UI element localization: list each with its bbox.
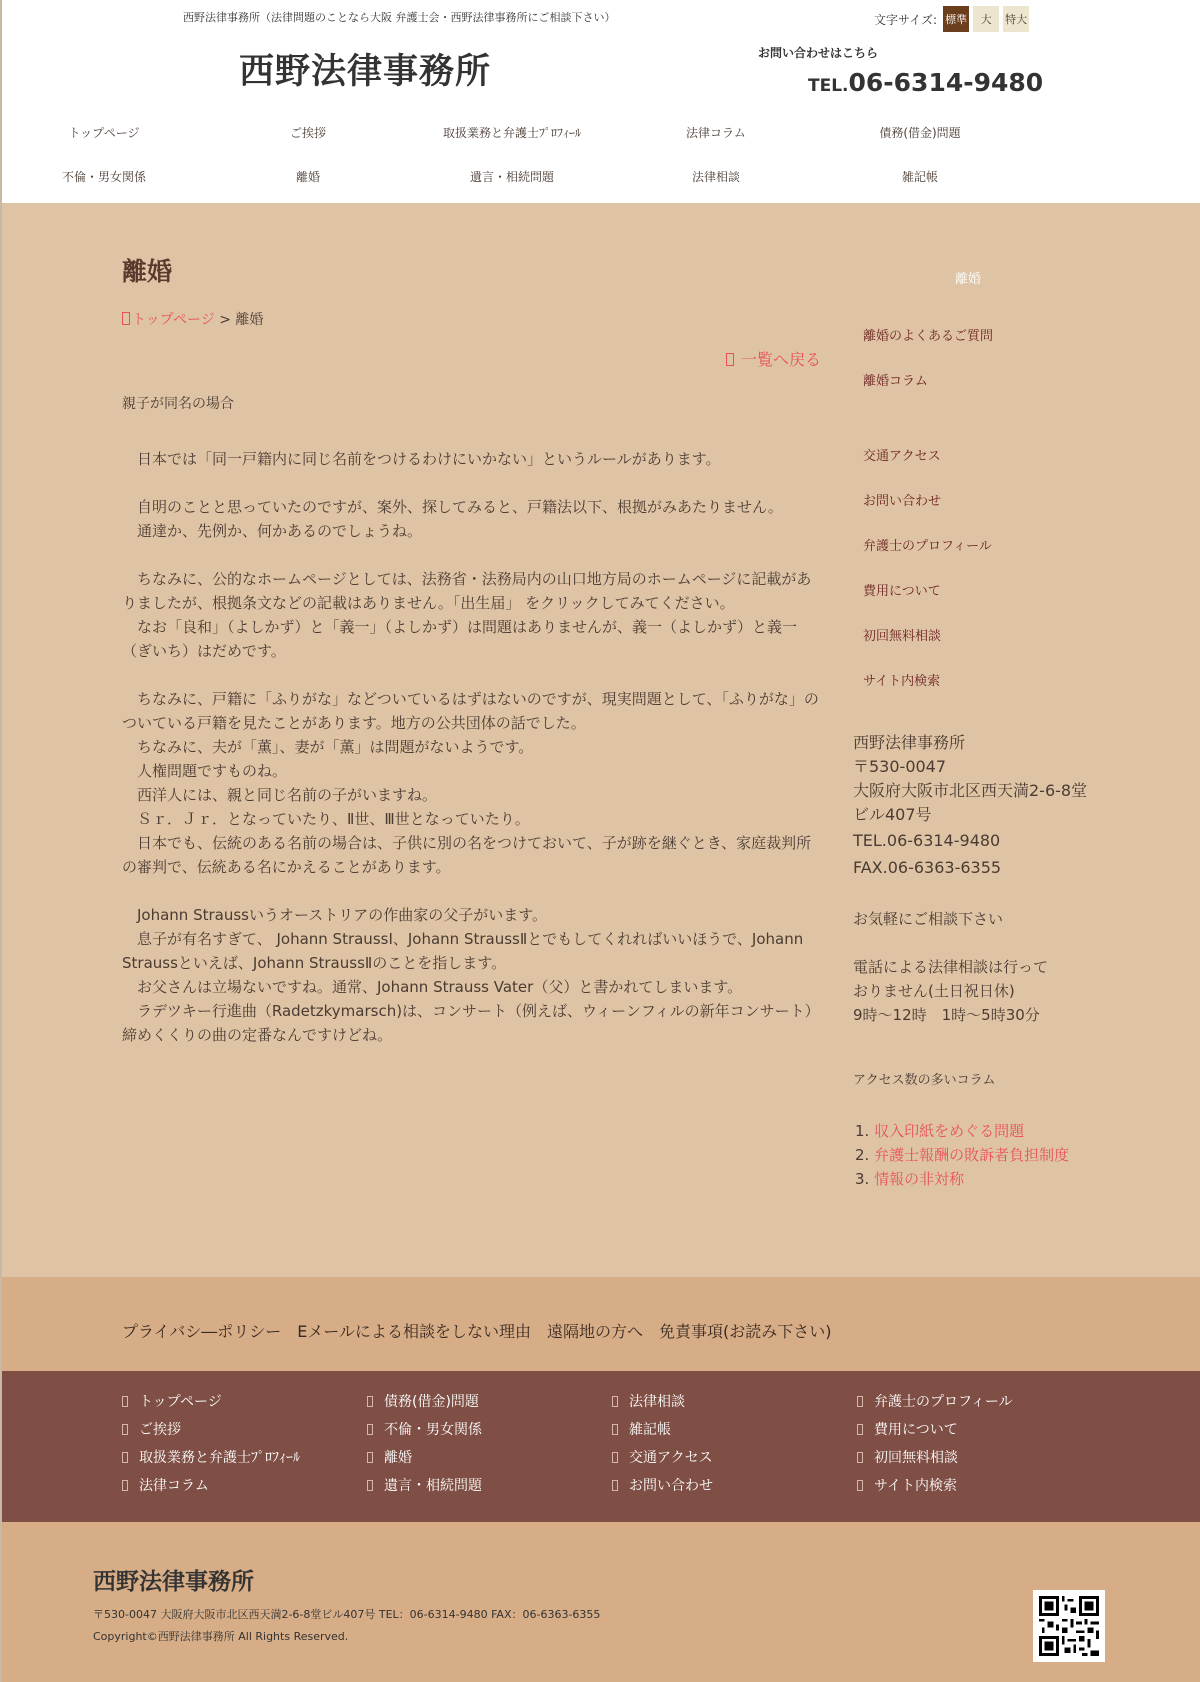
breadcrumb bbox=[122, 309, 263, 329]
popular-link-2[interactable]: 弁護士報酬の敗訴者負担制度 bbox=[874, 1146, 1070, 1164]
sidebar-link-contact[interactable]: お問い合わせ bbox=[863, 494, 942, 509]
popular-link-3[interactable]: 情報の非対称 bbox=[874, 1170, 965, 1188]
bullet-icon bbox=[367, 1396, 373, 1407]
article-paragraph: 日本でも、伝統のある名前の場合は、子供に別の名をつけておいて、子が跡を継ぐとき、家庭裁判所の審判で、伝統ある名にかえることがあります。 bbox=[122, 834, 812, 876]
sitemap-link[interactable] bbox=[612, 1420, 713, 1448]
nav-greeting[interactable]: ご挨拶 bbox=[289, 126, 326, 140]
sitemap-link[interactable] bbox=[857, 1476, 1013, 1504]
nav-divorce[interactable]: 離婚 bbox=[295, 170, 320, 184]
sitemap-label: ご挨拶 bbox=[139, 1422, 181, 1438]
main-content bbox=[0, 203, 1200, 1277]
breadcrumb-current: 離婚 bbox=[235, 312, 264, 328]
sitemap-label: トップページ bbox=[139, 1394, 222, 1410]
bullet-icon bbox=[612, 1480, 618, 1491]
breadcrumb-home-link[interactable] bbox=[122, 312, 215, 328]
tel-prefix: TEL. bbox=[808, 76, 849, 96]
office-name: 西野法律事務所 bbox=[853, 733, 966, 752]
sidebar-link-divorce-faq[interactable]: 離婚のよくあるご質問 bbox=[863, 329, 994, 344]
footer-link-remote[interactable]: 遠隔地の方へ bbox=[547, 1322, 644, 1341]
sitemap-link[interactable] bbox=[612, 1392, 713, 1420]
article-paragraph: 通達か、先例か、何かあるのでしょうね。 bbox=[122, 522, 423, 540]
bullet-icon bbox=[857, 1452, 863, 1463]
popular-columns-list bbox=[855, 1119, 1069, 1191]
sitemap-label: 弁護士のプロフィール bbox=[874, 1394, 1013, 1410]
font-size-label: 文字サイズ: bbox=[874, 12, 938, 27]
office-fax: FAX.06-6363-6355 bbox=[853, 858, 1002, 877]
office-address-2: ビル407号 bbox=[853, 805, 932, 824]
nav-inheritance[interactable]: 遺言・相続問題 bbox=[469, 170, 554, 184]
sitemap-label: 遺言・相続問題 bbox=[384, 1478, 482, 1494]
article-paragraph: Ｓｒ．Ｊｒ．となっていたり、Ⅱ世、Ⅲ世となっていたり。 bbox=[122, 810, 530, 828]
site-tagline: 西野法律事務所（法律問題のことなら大阪 弁護士会・西野法律事務所にご相談下さい） bbox=[183, 11, 616, 24]
breadcrumb-separator: > bbox=[214, 312, 236, 328]
sitemap-label: 不倫・男女関係 bbox=[384, 1422, 482, 1438]
article-paragraph: Johann Straussいうオーストリアの作曲家の父子がいます。 bbox=[122, 906, 548, 924]
sitemap-label: 雑記帳 bbox=[629, 1422, 671, 1438]
article-paragraph: ちなみに、公的なホームページとしては、法務省・法務局内の山口地方局のホームページに記載がありましたが、根拠条文などの記載はありません。「出生届」 をクリックしてみてください。 bbox=[122, 570, 812, 612]
footer-link-privacy[interactable]: プライバシ―ポリシー bbox=[122, 1322, 282, 1341]
sitemap-link[interactable] bbox=[857, 1420, 1013, 1448]
footer-links bbox=[122, 1319, 832, 1342]
sitemap-label: お問い合わせ bbox=[629, 1478, 713, 1494]
article-paragraph: お父さんは立場ないですね。通常、Johann Strauss Vater（父）と書かれてしまいます。 bbox=[122, 978, 743, 996]
article-paragraph: なお「良和」（よしかず）と「義一」（よしかず）は問題はありませんが、義一（よしかず）と義一（ぎいち）はだめです。 bbox=[122, 618, 798, 660]
copyright: Copyright©西野法律事務所 All Rights Reserved. bbox=[93, 1630, 349, 1643]
bullet-icon bbox=[367, 1424, 373, 1435]
sitemap-link[interactable] bbox=[122, 1420, 300, 1448]
article-paragraph bbox=[122, 663, 822, 687]
article-paragraph: 人権問題ですものね。 bbox=[122, 762, 288, 780]
sitemap-link[interactable] bbox=[367, 1420, 482, 1448]
list-item: 3. 情報の非対称 bbox=[855, 1170, 965, 1188]
nav-notes[interactable]: 雑記帳 bbox=[901, 170, 938, 184]
sitemap-label: 法律コラム bbox=[139, 1478, 209, 1494]
nav-law-column[interactable]: 法律コラム bbox=[686, 126, 746, 140]
sitemap-label: 離婚 bbox=[384, 1450, 412, 1466]
bullet-icon bbox=[367, 1452, 373, 1463]
bullet-icon bbox=[857, 1480, 863, 1491]
nav-consultation[interactable]: 法律相談 bbox=[691, 170, 740, 184]
article-paragraph bbox=[122, 879, 822, 903]
popular-link-1[interactable]: 収入印紙をめぐる問題 bbox=[874, 1122, 1025, 1140]
bullet-icon bbox=[122, 1424, 128, 1435]
article-paragraph bbox=[122, 471, 822, 495]
article-paragraph: 自明のことと思っていたのですが、案外、探してみると、戸籍法以下、根拠がみあたりません。 bbox=[122, 498, 783, 516]
popular-columns-heading: アクセス数の多いコラム bbox=[853, 1073, 996, 1088]
office-hours bbox=[853, 955, 1048, 1027]
article-paragraph: 西洋人には、親と同じ名前の子がいますね。 bbox=[122, 786, 438, 804]
sitemap-column-4 bbox=[857, 1392, 1013, 1504]
sidebar-link-fees[interactable]: 費用について bbox=[863, 584, 941, 599]
article-paragraph: ラデツキー行進曲（Radetzkymarsch)は、コンサート（例えば、ウィーンフィルの新年コンサート）締めくくりの曲の定番なんですけどね。 bbox=[122, 1002, 820, 1044]
footer-title: 西野法律事務所 bbox=[93, 1569, 254, 1595]
sidebar-link-access[interactable]: 交通アクセス bbox=[863, 449, 941, 464]
footer-link-disclaimer[interactable]: 免責事項(お読み下さい) bbox=[659, 1322, 832, 1341]
list-item: 1. 収入印紙をめぐる問題 bbox=[855, 1122, 1025, 1140]
font-size-large-button[interactable]: 大 bbox=[973, 6, 999, 32]
sidebar-link-divorce-column[interactable]: 離婚コラム bbox=[863, 374, 928, 389]
hours-line-3: 9時～12時 1時～5時30分 bbox=[853, 1006, 1040, 1024]
consult-note: お気軽にご相談下さい bbox=[853, 910, 1004, 928]
sidebar-category-heading: 離婚 bbox=[955, 272, 982, 287]
bullet-icon bbox=[122, 1452, 128, 1463]
list-item: 2. 弁護士報酬の敗訴者負担制度 bbox=[855, 1146, 1070, 1164]
article-body bbox=[122, 447, 822, 1047]
sitemap-link[interactable] bbox=[857, 1392, 1013, 1420]
office-address-1: 大阪府大阪市北区西天満2-6-8堂 bbox=[853, 781, 1088, 800]
bullet-icon bbox=[122, 1396, 128, 1407]
article-paragraph: 日本では「同一戸籍内に同じ名前をつけるわけにいかない」というルールがあります。 bbox=[122, 450, 721, 468]
global-nav-row-1 bbox=[2, 124, 1200, 141]
site-footer bbox=[0, 1522, 1200, 1682]
sitemap-link[interactable] bbox=[857, 1448, 1013, 1476]
sitemap-link[interactable] bbox=[367, 1476, 482, 1504]
site-title[interactable]: 西野法律事務所 bbox=[239, 52, 492, 92]
sitemap-link[interactable] bbox=[122, 1476, 300, 1504]
sitemap-column-2 bbox=[367, 1392, 482, 1504]
footer-links-bar bbox=[0, 1277, 1200, 1371]
sitemap-column-3 bbox=[612, 1392, 713, 1504]
sitemap-label: 初回無料相談 bbox=[874, 1450, 958, 1466]
font-size-switcher bbox=[874, 6, 1029, 32]
sidebar-link-profile[interactable]: 弁護士のプロフィール bbox=[863, 539, 992, 554]
bullet-icon bbox=[122, 1480, 128, 1491]
footer-link-no-email[interactable]: Eメールによる相談をしない理由 bbox=[297, 1322, 531, 1341]
sitemap-link[interactable] bbox=[612, 1476, 713, 1504]
sidebar-link-site-search[interactable]: サイト内検索 bbox=[863, 674, 941, 689]
sitemap-label: 取扱業務と弁護士ﾌﾟﾛﾌｨｰﾙ bbox=[139, 1450, 300, 1466]
bullet-icon bbox=[857, 1424, 863, 1435]
bullet-icon bbox=[857, 1396, 863, 1407]
sitemap-link[interactable] bbox=[122, 1448, 300, 1476]
sitemap-column-1 bbox=[122, 1392, 300, 1504]
breadcrumb-home-label: トップページ bbox=[132, 312, 215, 328]
article-title: 親子が同名の場合 bbox=[122, 396, 234, 412]
sitemap-link[interactable] bbox=[367, 1448, 482, 1476]
font-size-standard-button[interactable]: 標準 bbox=[943, 6, 969, 32]
list-icon bbox=[726, 353, 734, 366]
sidebar-office-info bbox=[853, 731, 1093, 880]
sitemap-link[interactable] bbox=[367, 1392, 482, 1420]
sitemap-label: サイト内検索 bbox=[874, 1478, 958, 1494]
header-phone[interactable] bbox=[808, 68, 1043, 97]
bullet-icon bbox=[612, 1396, 618, 1407]
nav-affair[interactable]: 不倫・男女関係 bbox=[61, 170, 146, 184]
nav-top[interactable]: トップページ bbox=[68, 126, 140, 140]
bullet-icon bbox=[367, 1480, 373, 1491]
site-header bbox=[0, 0, 1200, 203]
footer-sitemap bbox=[0, 1371, 1200, 1522]
sitemap-link[interactable] bbox=[122, 1392, 300, 1420]
sitemap-link[interactable] bbox=[612, 1448, 713, 1476]
contact-label: お問い合わせはこちら bbox=[758, 46, 879, 60]
back-to-list-link[interactable] bbox=[726, 347, 821, 370]
article-paragraph: ちなみに、夫が「薫」、妻が「薫」は問題がないようです。 bbox=[122, 738, 534, 756]
footer-address: 〒530-0047 大阪府大阪市北区西天満2-6-8堂ビル407号 TEL：06-6314-9480 FAX：06-6363-6355 bbox=[93, 1608, 601, 1621]
page-title: 離婚 bbox=[122, 257, 173, 286]
sitemap-label: 法律相談 bbox=[629, 1394, 685, 1410]
bullet-icon bbox=[612, 1424, 618, 1435]
office-postal: 〒530-0047 bbox=[853, 757, 947, 776]
sitemap-label: 費用について bbox=[874, 1422, 958, 1438]
font-size-xlarge-button[interactable]: 特大 bbox=[1003, 6, 1029, 32]
article-paragraph bbox=[122, 543, 822, 567]
article-paragraph: ちなみに、戸籍に「ふりがな」などついているはずはないのですが、現実問題として、「ふりがな」のついている戸籍を見たことがあります。地方の公共団体の話でした。 bbox=[122, 690, 819, 732]
nav-services-profile[interactable]: 取扱業務と弁護士ﾌﾟﾛﾌｨｰﾙ bbox=[442, 126, 581, 140]
article-paragraph: 息子が有名すぎて、 Johann StraussⅠ、Johann StraussⅡとでもしてくれればいいほうで、Johann Straussといえば、Johann StraussⅡのことを指します。 bbox=[122, 930, 804, 972]
sidebar-link-free-consult[interactable]: 初回無料相談 bbox=[863, 629, 942, 644]
office-tel: TEL.06-6314-9480 bbox=[853, 831, 1001, 850]
global-nav-row-2 bbox=[2, 168, 1200, 185]
sitemap-label: 債務(借金)問題 bbox=[384, 1394, 479, 1410]
home-icon bbox=[122, 312, 130, 325]
bullet-icon bbox=[612, 1452, 618, 1463]
tel-number: 06-6314-9480 bbox=[848, 68, 1044, 97]
back-to-list-label: 一覧へ戻る bbox=[740, 350, 821, 369]
sitemap-label: 交通アクセス bbox=[629, 1450, 713, 1466]
nav-debt[interactable]: 債務(借金)問題 bbox=[879, 126, 961, 140]
hours-line-1: 電話による法律相談は行って bbox=[853, 958, 1049, 976]
hours-line-2: おりません(土日祝日休) bbox=[853, 982, 1015, 1000]
qr-code-icon bbox=[1033, 1590, 1105, 1662]
